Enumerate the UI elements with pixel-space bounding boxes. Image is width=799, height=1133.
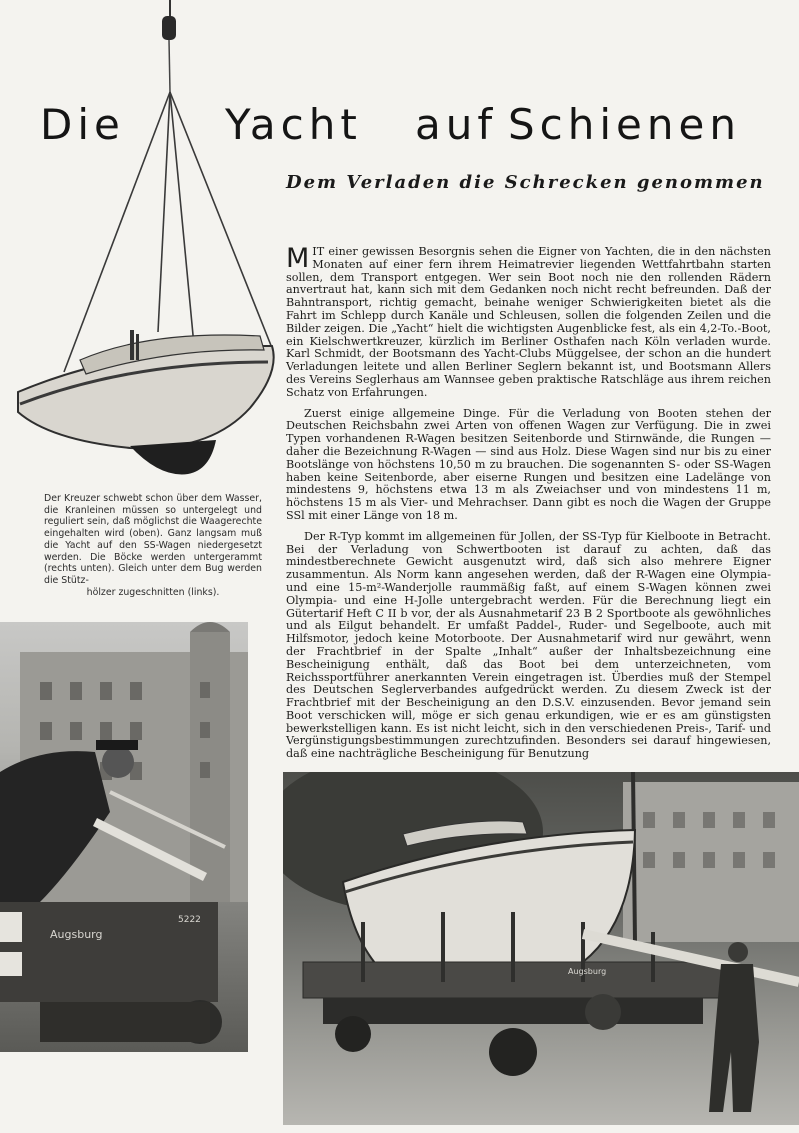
workers-illustration bbox=[0, 622, 248, 1052]
article-paragraph bbox=[286, 243, 771, 400]
article-paragraph: Zuerst einige allgemeine Dinge. Für die Verladung von Booten stehen der Deutschen Reichsbahn zwei Arten von offenen Wagen zur Verfügung. Die in zwei Typen vorhandenen R-Wagen besitzen Seitenborde und Stirnwände, die Rungen — daher die Bezeichnung R-Wagen — sind aus Holz. Diese Wagen sind nur bis zu einer Bootslänge von höchstens 10,50 m zu brauchen. Die sogenannten S- oder SS-Wagen haben keine Seitenborde, aber eiserne Rungen und besitzen eine Ladelänge von mindestens 9, höchstens etwa 13 m als Zweiachser und von mindestens 11 m, höchstens 15 m als Vier- und Mehrachser. Dann gibt es noch die Wagen der Gruppe SSl mit einer Länge von 18 m. bbox=[286, 406, 771, 522]
paragraph-text: IT einer gewissen Besorgnis sehen die Eigner von Yachten, die in den nächsten Monaten auf einer fern ihrem Heimatrevier liegenden Wettfahrtbahn starten sollen, dem Transport entgegen. Wer sein Boot noch nie den rollenden Rädern anvertraut hat, kann sich mit dem Gedanken noch nicht recht befreunden. Daß der Bahntransport, richtig gemacht, beinahe weniger Schwierigkeiten bietet als die Fahrt im Schlepp durch Kanäle und Schleusen, sollen die folgenden Zeilen und die Bilder zeigen. Die „Yacht“ hielt die wichtigsten Augenblicke fest, als ein 4,2-To.-Boot, ein Kielschwertkreuzer, kürzlich im Berliner Osthafen nach Köln verladen wurde. Karl Schmidt, der Bootsmann des Yacht-Clubs Müggelsee, der schon an die hundert Verladungen leitete und allen Berliner Seglern bekannt ist, und Bootsmann Allers des Vereins Seglerhaus am Wannsee geben praktische Ratschläge aus ihrem reichen Schatz von Erfahrungen. bbox=[286, 245, 771, 399]
wagon-number-left: 5222 bbox=[178, 915, 201, 925]
wagon-lettering-right: Augsburg bbox=[568, 967, 607, 976]
wagon-lettering-left: Augsburg bbox=[50, 928, 103, 941]
article-paragraph: Der R-Typ kommt im allgemeinen für Jollen, der SS-Typ für Kielboote in Betracht. Bei der Verladung von Schwertbooten ist darauf zu achten, daß das mindestberechnete Gewicht ausgenutzt wird, daß sich also mehrere Eigner zusammentun. Als Norm kann angesehen werden, daß der R-Wagen eine Olympia- und eine 15-m²-Wanderjolle raummäßig faßt, auf einem S-Wagen können zwei Olympia- und eine H-Jolle untergebracht werden. Für die Berechnung liegt ein Gütertarif Heft C II b vor, der als Ausnahmetarif 23 B 2 Sportboote als gewöhnliches und als Eilgut behandelt. Er umfaßt Paddel-, Ruder- und Segelboote, auch mit Hilfsmotor, jedoch keine Motorboote. Der Ausnahmetarif wird nur gewährt, wenn der Frachtbrief in der Spalte „Inhalt“ außer der Inhaltsbezeichnung eine Bescheinigung enthält, daß das Boot bei dem unterzeichneten, vom Reichssportführer anerkannten Verein eingetragen ist. Überdies muß der Stempel des Deutschen Seglerverbandes aufgedrückt werden. Zu diesem Zweck ist der Frachtbrief mit der Bescheinigung an den D.S.V. einzusenden. Bevor jemand sein Boot verschicken will, möge er sich genau erkundigen, wie er es am günstigsten bewerkstelligen kann. Es ist nicht leicht, sich in den verschiedenen Preis-, Tarif- und Vergünstigungsbestimmungen zurechtzufinden. Besonders sei darauf hingewiesen, daß eine nachträgliche Bescheinigung für Benutzung bbox=[286, 529, 771, 761]
title-word-1: Die bbox=[40, 100, 125, 149]
caption-last-line: hölzer zugeschnitten (links). bbox=[86, 586, 220, 598]
title-word-3: auf bbox=[415, 100, 498, 149]
crane-yacht-photo bbox=[10, 0, 285, 490]
photo-caption bbox=[44, 493, 262, 598]
yacht-wagon-illustration bbox=[283, 772, 799, 1125]
workers-cutting-wood-photo bbox=[0, 622, 248, 1052]
page-subtitle: Dem Verladen die Schrecken genommen bbox=[286, 172, 765, 193]
drop-cap: M bbox=[286, 243, 310, 274]
yacht-on-wagon-photo bbox=[283, 772, 799, 1125]
article-body bbox=[286, 243, 771, 769]
caption-text: Der Kreuzer schwebt schon über dem Wasser, die Kranleinen müssen so untergelegt und reguliert sein, daß möglichst die Waagerechte eingehalten wird (oben). Ganz langsam muß die Yacht auf den SS-Wagen niedergesetzt werden. Die Böcke werden untergerammt (rechts unten). Gleich unter dem Bug werden die Stütz- bbox=[44, 493, 262, 586]
title-word-2: Yacht bbox=[225, 100, 362, 149]
crane-yacht-illustration bbox=[10, 0, 285, 490]
title-word-4: Schienen bbox=[508, 100, 741, 149]
